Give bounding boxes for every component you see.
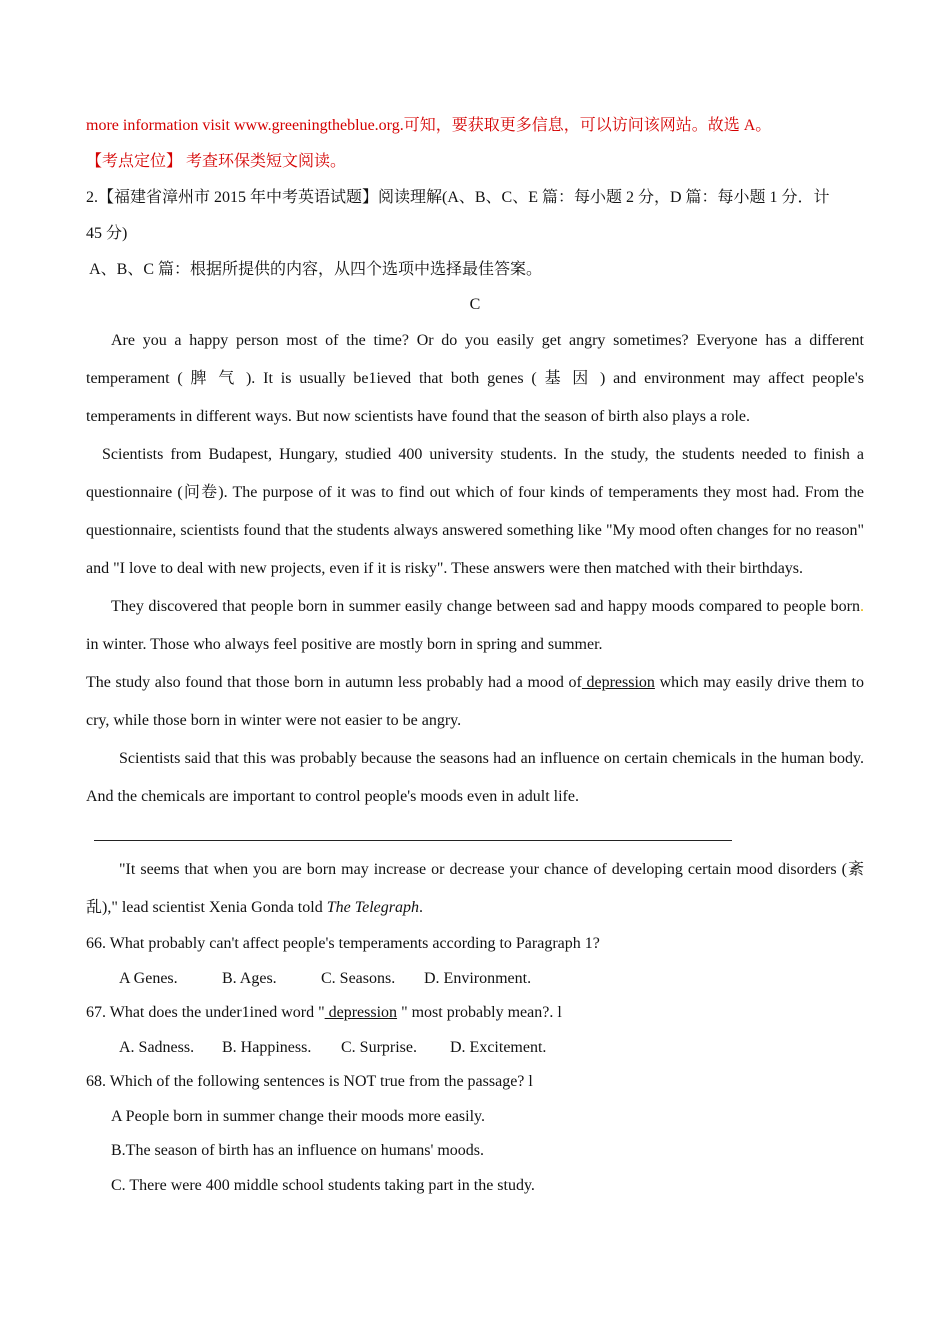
question-66-options <box>86 962 864 997</box>
paragraph-3-part-b: in winter. Those who always feel positive are mostly born in spring and summer. <box>86 636 603 653</box>
option-68-a: A People born in summer change their moods more easily. <box>111 1107 485 1125</box>
passage-paragraph-2: Scientists from Budapest, Hungary, studied 400 university students. In the study, the students needed to finish a questionnaire (问卷). The purpose of it was to find out which of four kinds of temperaments they most had. From the questionnaire, scientists found that the students always answered something like "My mood often changes for no reason" and "I love to deal with new projects, even if it is risky". These answers were then matched with their birthdays. <box>86 446 864 577</box>
question-67-part-a: 67. What does the under1ined word " <box>86 1004 325 1021</box>
option-66-a: A Genes. <box>119 969 178 987</box>
underlined-word-depression: depression <box>581 674 655 691</box>
option-67-c: C. Surprise. <box>341 1038 417 1056</box>
exam-point <box>86 144 864 180</box>
question-67-part-b: " most probably mean?. l <box>397 1004 562 1021</box>
question-67-stem <box>86 996 864 1031</box>
option-66-c: C. Seasons. <box>321 969 396 987</box>
dot-mark: . <box>860 598 864 615</box>
paragraph-6-part-a: "It seems that when you are born may increase or decrease your chance of developing certain mood disorders (紊乱)," lead scientist Xenia Gonda told <box>86 861 864 916</box>
section-instructions: A、B、C 篇：根据所提供的内容，从四个选项中选择最佳答案。 <box>86 261 543 278</box>
passage-paragraph-5: Scientists said that this was probably because the seasons had an influence on certain chemicals in the human body. And the chemicals are important to control people's moods even in adult life. <box>86 750 864 805</box>
option-68-b: B.The season of birth has an influence on humans' moods. <box>111 1142 485 1159</box>
option-67-a: A. Sadness. <box>119 1038 195 1056</box>
section-heading-line1: 2.【福建省漳州市 2015 年中考英语试题】阅读理解(A、B、C、E 篇：每小题 2 分，D 篇：每小题 1 分．计 <box>86 189 830 206</box>
option-67-b: B. Happiness. <box>222 1038 312 1056</box>
paragraph-3-part-a: They discovered that people born in summer easily change between sad and happy moods compared to people born <box>111 598 860 615</box>
question-66-stem: 66. What probably can't affect people's temperaments according to Paragraph 1? <box>86 935 600 952</box>
passage-paragraph-4 <box>86 664 864 740</box>
passage-paragraph-6 <box>86 851 864 927</box>
exam-point-label: 【考点定位】 <box>86 153 183 170</box>
option-66-d: D. Environment. <box>424 969 532 987</box>
horizontal-rule <box>94 840 732 841</box>
question-68-stem: 68. Which of the following sentences is NOT true from the passage? l <box>86 1073 533 1090</box>
paragraph-4-part-b: which may easily drive them to cry, while those born in winter were not easier to be angry. <box>86 674 865 729</box>
paragraph-4-part-a: The study also found that those born in autumn less probably had a mood of <box>86 674 582 691</box>
option-66-b: B. Ages. <box>222 969 277 987</box>
passage-paragraph-1: Are you a happy person most of the time? Or do you easily get angry sometimes? Everyone has a different temperament ( 脾 气 ). It is usually be1ieved that both genes ( 基 因 ) and environment may affect people's temperaments in different ways. But now scientists have found that the season of birth also plays a role. <box>86 332 864 425</box>
paragraph-6-part-b: . <box>419 899 424 916</box>
passage-paragraph-3 <box>86 588 864 664</box>
question-67-options <box>86 1031 864 1066</box>
option-67-d: D. Excitement. <box>450 1038 547 1056</box>
question-67-word: depression <box>324 1004 398 1021</box>
exam-point-text: 考查环保类短文阅读。 <box>182 153 347 170</box>
document-page <box>86 108 864 1203</box>
section-heading-line2: 45 分) <box>86 225 128 242</box>
passage-label: C <box>469 296 481 313</box>
option-68-c: C. There were 400 middle school students taking part in the study. <box>111 1176 535 1194</box>
answer-note: more information visit www.greeningtheblue.org.可知，要获取更多信息，可以访问该网站。故选 A。 <box>86 117 772 134</box>
source-the-telegraph: The Telegraph <box>326 899 420 916</box>
